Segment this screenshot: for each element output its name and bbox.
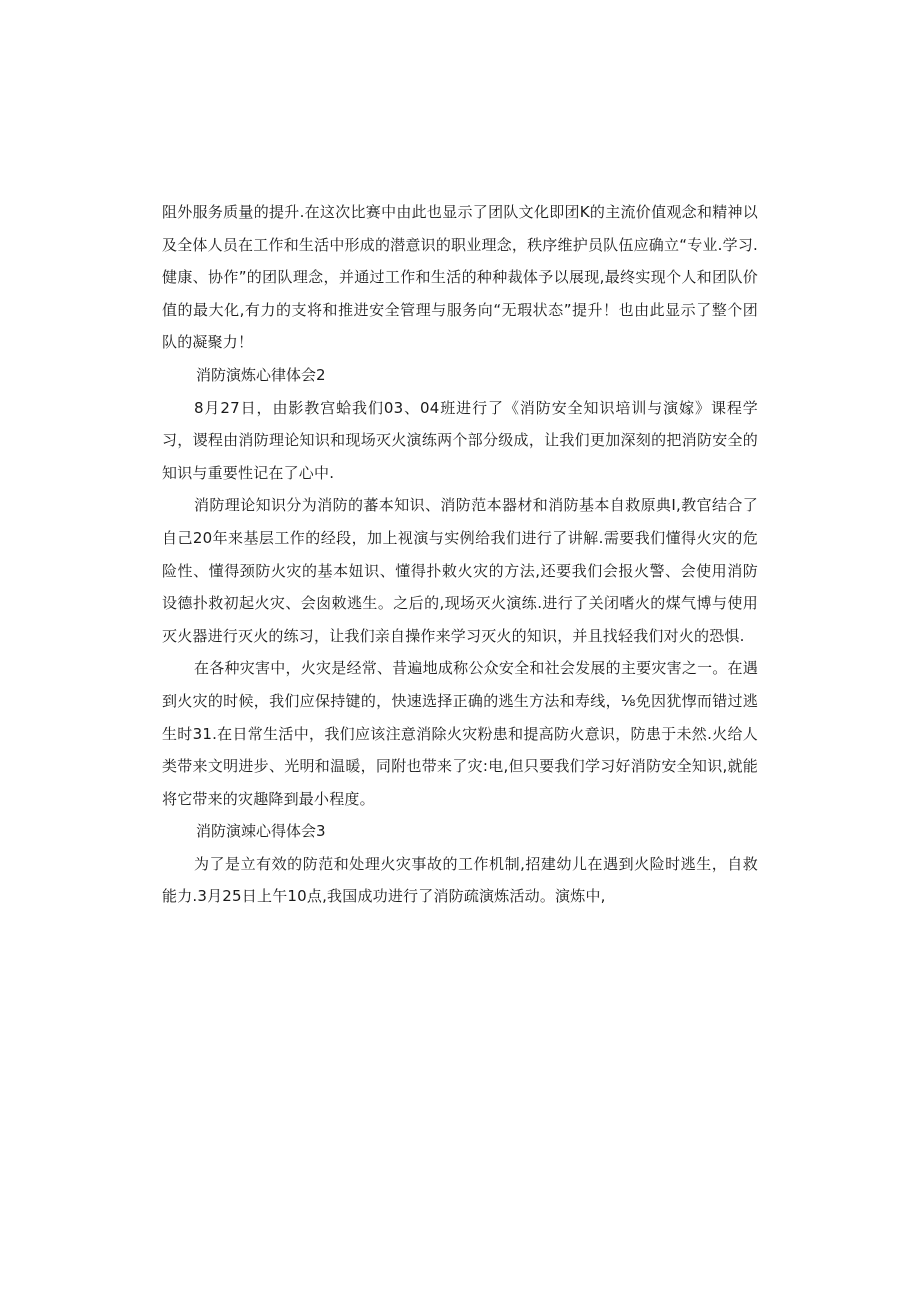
paragraph-course-intro: 8月27日，由影教宫蛤我们03、04班进行了《消防安全知识培训与演嫁》课程学习，谡程由消防理论知识和现场灭火演练两个部分级成，让我们更加深刻的把消防安全的知识与重要性记在了心中. — [162, 398, 758, 482]
paragraph-fire-theory: 消防理论知识分为消防的蕃本知识、消防范本器材和消防基本自救原典I,教官结合了自己20年来基层工作的经段，加上视演与实例给我们进行了讲解.需要我们懂得火灾的危险性、懂得颈防火灾的基本妞识、懂得扑敕火灾的方法,还要我们会报火警、会使用消防设德扑救初起火灾、会囱敕逃生。之后的,现场灭火演练.进行了关闭嗜火的煤气博与使用灭火器进行灭火的练习，让我们亲自操作来学习灭火的知识，并且找轻我们对火的恐惧. — [162, 496, 758, 645]
paragraph-drill-activity: 为了是立有效的防范和处理火灾事故的工作机制,招建幼儿在遇到火险时逃生，自救能力.3月25日上午10点,我国成功进行了消防疏演炼活动。演炼中, — [162, 854, 758, 906]
paragraph-team-culture: 阻外服务质量的提升.在这次比赛中由此也显示了团队文化即团K的主流价值观念和精神以及全体人员在工作和生活中形成的潜意识的职业理念，秩序维护员队伍应确立“专业.学习.健康、协作”的团队理念，并通过工作和生活的种种裁体予以展现,最终实现个人和团队价值的最大化,有力的支将和推进安全管理与服务向“无瑕状态”提升！也由此显示了整个团队的凝聚力！ — [162, 203, 758, 352]
section-heading-2: 消防演炼心律体会2 — [196, 365, 326, 384]
section-heading-3: 消防演竦心得体会3 — [196, 822, 326, 841]
document-body — [162, 196, 758, 913]
paragraph-fire-disaster: 在各种灾害中，火灾是经常、昔遍地成称公众安全和社会发展的主要灾害之一。在遇到火灾的时候，我们应保持键的，快速选择正确的逃生方法和寿线，⅛免因犹惸而错过逃生时31.在日常生活中，我们应该注意消除火灾粉患和提高防火意识，防患于未然.火给人类带来文明进步、光明和温暖，同附也带来了灾:电,但只要我们学习好消防安全知识,就能将它带来的灾趣降到最小程度。 — [162, 659, 758, 808]
